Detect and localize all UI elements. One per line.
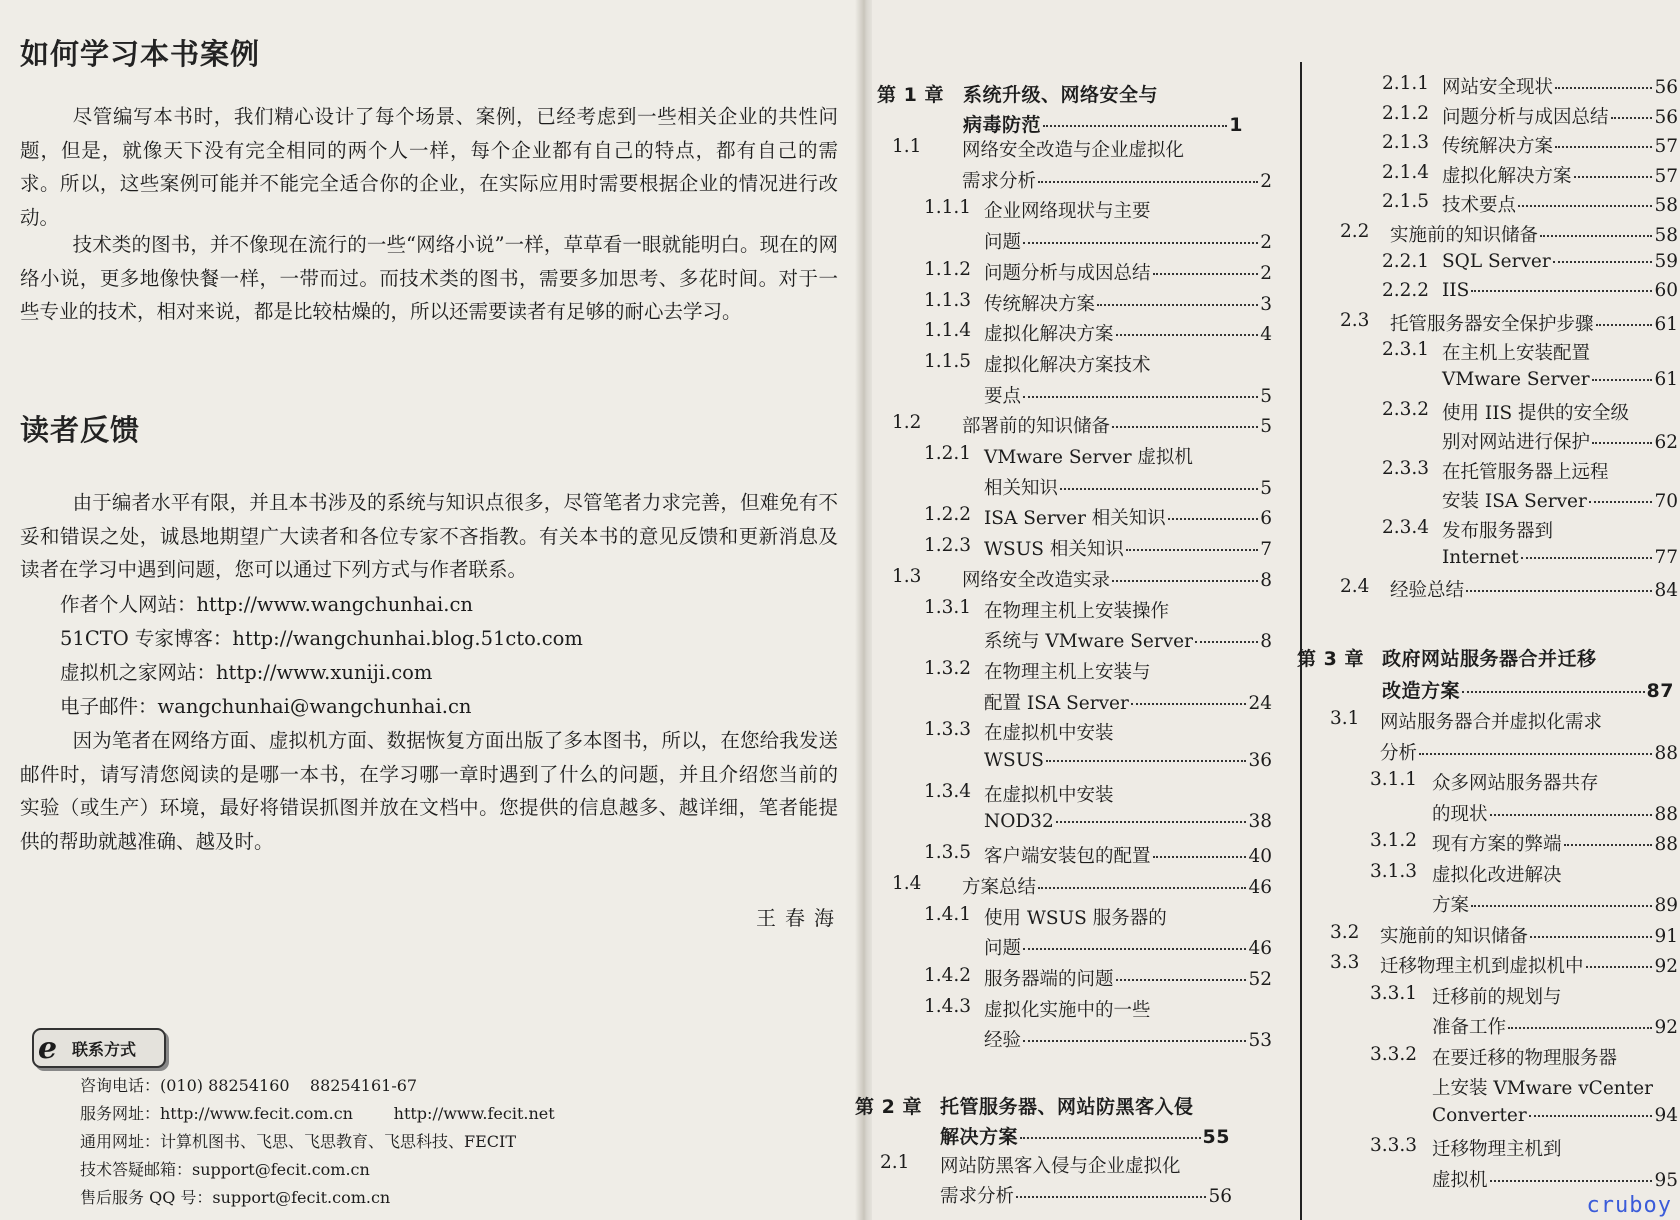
- toc-entry-number: 1.1.4: [924, 320, 972, 342]
- toc-entry-number: 3.1: [1330, 708, 1360, 729]
- toc-entry-number: 2.1.2: [1382, 102, 1430, 124]
- toc-entry-text: 发布服务器到: [1442, 521, 1554, 542]
- leader-dots: [1574, 176, 1653, 178]
- toc-entry-text: 分析: [1380, 742, 1418, 764]
- toc-entry-text: 实施前的知识储备: [1380, 925, 1529, 947]
- toc-entry: [1442, 132, 1678, 158]
- toc-entry-text: 问题分析与成因总结: [1442, 106, 1609, 128]
- toc-entry-text: 系统与 VMware Server: [984, 631, 1193, 653]
- toc-entry-text: 企业网络现状与主要: [984, 201, 1151, 223]
- toc-entry-text: 安装 ISA Server: [1442, 491, 1587, 513]
- toc-entry-text: 准备工作: [1432, 1017, 1507, 1038]
- toc-entry-number: 1.3.2: [924, 657, 972, 679]
- toc-entry-text: SQL Server: [1442, 250, 1551, 272]
- toc-entry: [984, 351, 1151, 377]
- leader-dots: [1553, 261, 1653, 263]
- leader-dots: [1046, 760, 1246, 762]
- toc-entry-text: 网站防黑客入侵与企业虚拟化: [940, 1156, 1181, 1177]
- toc-entry: [1432, 983, 1562, 1009]
- toc-entry: [984, 750, 1272, 771]
- toc-entry-text: 传统解决方案: [984, 293, 1096, 315]
- toc-chapter-2-title: 托管服务器、网站防黑客入侵: [940, 1096, 1194, 1118]
- toc-entry: [1442, 191, 1678, 217]
- toc-entry-number: 2.3.3: [1382, 457, 1430, 479]
- leader-dots: [1097, 304, 1258, 306]
- toc-entry-page: 38: [1248, 811, 1272, 833]
- toc-entry-number: 2.2.1: [1382, 250, 1430, 272]
- leader-dots: [1023, 1040, 1246, 1042]
- leader-dots: [1023, 242, 1258, 244]
- toc-entry: [984, 996, 1151, 1022]
- toc-entry: [984, 781, 1114, 807]
- toc-entry-number: 3.3: [1330, 952, 1360, 973]
- toc-entry-page: 5: [1260, 416, 1272, 438]
- toc-entry-text: 方案总结: [962, 876, 1037, 898]
- toc-entry-text: 方案: [1432, 895, 1470, 916]
- toc-entry: [1442, 399, 1629, 425]
- toc-entry-page: 94: [1654, 1104, 1678, 1126]
- toc-entry: [1442, 547, 1678, 568]
- toc-entry-text: 虚拟化改进解决: [1432, 864, 1562, 886]
- paragraph-feedback: 由于编者水平有限，并且本书涉及的系统与知识点很多，尽管笔者力求完善，但难免有不妥和错误之处，诚恳地期望广大读者和各位专家不吝指教。有关本书的意见反馈和更新消息及读者在学习中遇到问题，您可以通过下列方式与作者联系。: [20, 491, 838, 581]
- toc-entry-page: 56: [1208, 1186, 1232, 1207]
- toc-entry-text: 部署前的知识储备: [962, 416, 1111, 438]
- toc-entry-page: 91: [1654, 925, 1678, 947]
- toc-chapter-1-title: 系统升级、网络安全与: [963, 84, 1159, 106]
- leader-dots: [1471, 290, 1652, 292]
- toc-entry: [984, 689, 1272, 715]
- contact-badge-label: 联系方式: [72, 1040, 137, 1059]
- toc-entry-number: 1.4.3: [924, 995, 972, 1017]
- toc-entry-page: 56: [1654, 106, 1678, 128]
- toc-entry: [1432, 891, 1678, 917]
- toc-entry-page: 2: [1260, 232, 1272, 254]
- toc-entry-number: 1.2.2: [924, 504, 972, 526]
- toc-entry-page: 52: [1248, 968, 1272, 990]
- toc-entry-number: 2.4: [1340, 576, 1370, 598]
- toc-entry: [1432, 1013, 1678, 1039]
- toc-entry: [1380, 708, 1602, 734]
- toc-entry-number: 1.3: [892, 565, 922, 587]
- toc-entry-text: Converter: [1432, 1104, 1527, 1126]
- leader-dots: [1564, 844, 1653, 846]
- toc-entry-number: 2.3.4: [1382, 517, 1430, 538]
- toc-entry: [1380, 952, 1678, 978]
- toc-entry-text: IIS: [1442, 280, 1470, 302]
- toc-chapter-1-title-cont: 病毒防范 1: [963, 114, 1243, 136]
- toc-entry-number: 2.3: [1340, 309, 1370, 331]
- toc-entry: [984, 504, 1272, 530]
- toc-entry-text: 虚拟机: [1432, 1169, 1488, 1191]
- toc-entry: [1442, 487, 1678, 513]
- toc-entry-number: 3.2: [1330, 921, 1360, 943]
- leader-dots: [1611, 117, 1653, 119]
- toc-entry-text: 实施前的知识储备: [1390, 225, 1539, 246]
- toc-entry: [984, 290, 1272, 316]
- leader-dots: [1043, 125, 1227, 127]
- leader-dots: [1419, 753, 1652, 755]
- toc-entry-number: 2.1.5: [1382, 191, 1430, 213]
- toc-entry: [1442, 369, 1678, 390]
- toc-entry: [984, 228, 1272, 254]
- toc-entry-page: 58: [1654, 225, 1678, 246]
- toc-chapter-3-number: 第 3 章: [1297, 648, 1364, 670]
- toc-entry: [1442, 251, 1678, 272]
- toc-entry: [1432, 861, 1562, 887]
- toc-entry-number: 1.2.1: [924, 443, 972, 464]
- toc-entry-number: 1.1.3: [924, 289, 972, 311]
- leader-dots: [1023, 396, 1258, 398]
- toc-entry-text: 相关知识: [984, 477, 1059, 499]
- toc-entry: [1442, 103, 1678, 129]
- watermark: cruboy: [1586, 1193, 1672, 1218]
- leader-dots: [1168, 518, 1258, 520]
- toc-entry-text: 网站服务器合并虚拟化需求: [1380, 712, 1603, 733]
- toc-entry-text: 需求分析: [940, 1186, 1015, 1207]
- toc-entry-page: 6: [1260, 508, 1272, 530]
- toc-entry-number: 2.1.1: [1382, 73, 1430, 94]
- toc-entry: [984, 811, 1272, 832]
- toc-entry-number: 3.1.1: [1370, 769, 1418, 790]
- toc-entry-text: 托管服务器安全保护步骤: [1390, 313, 1594, 335]
- toc-entry-page: 62: [1654, 432, 1678, 454]
- toc-entry-number: 2.3.2: [1382, 398, 1430, 420]
- toc-entry-number: 1.2: [892, 412, 922, 434]
- leader-dots: [1112, 580, 1258, 582]
- toc-entry: [1432, 769, 1599, 795]
- toc-entry-text: 问题: [984, 232, 1022, 254]
- toc-entry-text: 技术要点: [1442, 195, 1517, 217]
- toc-entry-number: 1.3.1: [924, 596, 972, 618]
- author-email: 电子邮件：wangchunhai@wangchunhai.cn: [60, 695, 472, 718]
- toc-entry-text: 传统解决方案: [1442, 136, 1554, 158]
- toc-entry: [984, 1026, 1272, 1052]
- leader-dots: [1131, 703, 1247, 705]
- paragraph-2: 技术类的图书，并不像现在流行的一些“网络小说”一样，草草看一眼就能明白。现在的网络小说，更多地像快餐一样，一带而过。而技术类的图书，需要多加思考、多花时间。对于一些专业的技术，相对来说，都是比较枯燥的，所以还需要读者有足够的耐心去学习。: [20, 233, 838, 323]
- toc-entry-number: 1.2.3: [924, 535, 972, 557]
- toc-entry: [1432, 1044, 1617, 1070]
- toc-entry: [984, 535, 1272, 561]
- toc-entry-page: 5: [1260, 385, 1272, 407]
- toc-entry: [962, 873, 1272, 899]
- toc-entry: [984, 904, 1167, 930]
- toc-entry: [1380, 739, 1678, 765]
- toc-entry-text: 在托管服务器上远程: [1442, 461, 1609, 483]
- toc-entry-page: 92: [1654, 956, 1678, 977]
- toc-entry-page: 8: [1260, 631, 1272, 653]
- toc-entry: [984, 627, 1272, 653]
- toc-entry-number: 2.3.1: [1382, 339, 1430, 361]
- paragraph-closing: 因为笔者在网络方面、虚拟机方面、数据恢复方面出版了多本图书，所以，在您给我发送邮件时，请写清您阅读的是哪一本书，在学习哪一章时遇到了什么的问题，并且介绍您当前的实验（或生产）环境，最好将错误抓图并放在文档中。您提供的信息越多、越详细，笔者能提供的帮助就越准确、越及时。: [20, 729, 838, 853]
- toc-entry-text: 虚拟化实施中的一些: [984, 999, 1151, 1021]
- toc-entry: [984, 934, 1272, 960]
- toc-entry-page: 46: [1248, 876, 1272, 898]
- toc-entry-number: 2.1.3: [1382, 132, 1430, 154]
- toc-entry: [1442, 280, 1678, 301]
- toc-entry-text: 的现状: [1432, 803, 1488, 825]
- toc-entry: [940, 1182, 1232, 1208]
- toc-entry-number: 2.1.4: [1382, 161, 1430, 183]
- leader-dots: [1589, 501, 1653, 503]
- toc-entry-number: 3.1.3: [1370, 860, 1418, 882]
- toc-entry-number: 1.3.5: [924, 842, 972, 864]
- toc-entry-page: 92: [1654, 1017, 1678, 1038]
- leader-dots: [1020, 1137, 1201, 1139]
- toc-chapter-3-title-cont: 改造方案 87: [1382, 680, 1674, 702]
- toc-entry-text: 在主机上安装配置: [1442, 343, 1591, 365]
- section-title-feedback: 读者反馈: [20, 413, 141, 447]
- toc-entry-text: 众多网站服务器共存: [1432, 773, 1599, 794]
- toc-entry-page: 56: [1654, 77, 1678, 98]
- toc-entry-page: 58: [1654, 195, 1678, 217]
- toc-entry-number: 1.4.2: [924, 964, 972, 986]
- toc-entry-text: 需求分析: [962, 170, 1037, 192]
- toc-entry: [1390, 221, 1678, 247]
- toc-entry: [940, 1152, 1181, 1178]
- toc-entry-text: 配置 ISA Server: [984, 692, 1129, 714]
- leader-dots: [1530, 936, 1652, 938]
- contact-service-url: 服务网址：http://www.fecit.com.cn http://www.fecit.net: [80, 1104, 555, 1123]
- author-blog: 51CTO 专家博客：http://wangchunhai.blog.51cto.com: [60, 627, 583, 650]
- toc-entry-page: 7: [1260, 539, 1272, 561]
- leader-dots: [1116, 334, 1259, 336]
- toc-entry: [1432, 1105, 1678, 1126]
- toc-chapter-2-title-cont: 解决方案 55: [940, 1126, 1230, 1148]
- toc-entry-text: 网站安全现状: [1442, 77, 1554, 98]
- toc-entry-page: 2: [1260, 262, 1272, 284]
- toc-entry-number: 1.1.5: [924, 350, 972, 372]
- toc-entry-text: NOD32: [984, 811, 1054, 833]
- leader-dots: [1529, 1115, 1653, 1117]
- toc-entry-text: 使用 WSUS 服务器的: [984, 907, 1167, 929]
- toc-entry: [984, 382, 1272, 408]
- toc-entry: [1432, 1074, 1653, 1100]
- contact-qq: 售后服务 QQ 号：support@fecit.com.cn: [80, 1188, 391, 1207]
- contact-phone: 咨询电话：(010) 88254160 88254161-67: [80, 1076, 418, 1095]
- toc-entry-number: 2.2: [1340, 221, 1370, 242]
- toc-entry-number: 2.2.2: [1382, 280, 1430, 302]
- toc-entry-text: WSUS: [984, 750, 1044, 771]
- leader-dots: [1112, 426, 1258, 428]
- toc-entry-number: 2.1: [880, 1152, 910, 1173]
- leader-dots: [1518, 205, 1652, 207]
- toc-entry-text: 在虚拟机中安装: [984, 723, 1114, 745]
- leader-dots: [1126, 549, 1258, 551]
- toc-entry: [984, 259, 1272, 285]
- author-xuniji: 虚拟机之家网站：http://www.xuniji.com: [60, 661, 433, 684]
- toc-entry-page: 61: [1654, 313, 1678, 335]
- toc-entry: [1432, 1135, 1562, 1161]
- toc-entry: [1432, 1166, 1678, 1192]
- leader-dots: [1540, 235, 1652, 237]
- toc-entry-text: ISA Server 相关知识: [984, 508, 1166, 530]
- section-title-how-to-learn: 如何学习本书案例: [20, 37, 261, 71]
- toc-entry-page: 61: [1654, 369, 1678, 390]
- toc-entry-text: 虚拟化解决方案: [984, 324, 1114, 346]
- toc-entry-number: 3.3.3: [1370, 1135, 1418, 1156]
- toc-entry-page: 88: [1654, 742, 1678, 764]
- leader-dots: [1466, 590, 1652, 592]
- toc-entry: [1380, 922, 1678, 948]
- toc-entry-page: 88: [1654, 834, 1678, 855]
- toc-entry-page: 36: [1248, 750, 1272, 771]
- leader-dots: [1471, 905, 1652, 907]
- leader-dots: [1592, 442, 1652, 444]
- toc-entry-page: 4: [1260, 324, 1272, 346]
- toc-entry-page: 8: [1260, 569, 1272, 591]
- toc-entry-page: 77: [1654, 546, 1678, 568]
- toc-entry-number: 3.1.2: [1370, 830, 1418, 851]
- toc-entry-page: 53: [1248, 1030, 1272, 1052]
- toc-entry-text: 网络安全改造实录: [962, 569, 1111, 591]
- toc-entry: [962, 136, 1184, 162]
- toc-entry-page: 40: [1248, 846, 1272, 868]
- toc-chapter-3-title: 政府网站服务器合并迁移: [1382, 648, 1597, 670]
- paragraph-1: 尽管编写本书时，我们精心设计了每个场景、案例，已经考虑到一些相关企业的共性问题，但是，就像天下没有完全相同的两个人一样，每个企业都有自己的特点，都有自己的需求。所以，这些案例可能并不能完全适合你的企业，在实际应用时需要根据企业的情况进行改动。: [20, 105, 838, 229]
- leader-dots: [1521, 557, 1653, 559]
- toc-entry-text: 客户端安装包的配置: [984, 846, 1151, 868]
- toc-entry-page: 2: [1260, 170, 1272, 192]
- leader-dots: [1153, 856, 1247, 858]
- toc-entry-text: 迁移物理主机到: [1432, 1139, 1562, 1160]
- toc-entry: [984, 197, 1151, 223]
- leader-dots: [1038, 887, 1246, 889]
- leader-dots: [1060, 488, 1258, 490]
- e-logo-icon: e: [38, 1031, 58, 1066]
- leader-dots: [1490, 814, 1653, 816]
- toc-entry: [1442, 162, 1678, 188]
- contact-support-email: 技术答疑邮箱：support@fecit.com.cn: [80, 1160, 370, 1179]
- toc-entry-text: 迁移前的规划与: [1432, 986, 1562, 1008]
- toc-entry-page: 88: [1654, 803, 1678, 825]
- toc-entry-text: 网络安全改造与企业虚拟化: [962, 140, 1185, 161]
- toc-entry-page: 57: [1654, 165, 1678, 187]
- leader-dots: [1056, 821, 1247, 823]
- toc-entry: [962, 167, 1272, 193]
- toc-entry-number: 3.3.2: [1370, 1043, 1418, 1065]
- toc-entry-text: 经验: [984, 1030, 1022, 1052]
- toc-entry-text: 使用 IIS 提供的安全级: [1442, 402, 1630, 424]
- toc-entry: [984, 965, 1272, 991]
- toc-entry-page: 59: [1654, 250, 1678, 272]
- author-signature: 王春海: [756, 906, 843, 930]
- toc-entry: [962, 412, 1272, 438]
- leader-dots: [1555, 87, 1652, 89]
- toc-entry: [1442, 458, 1609, 484]
- toc-entry: [984, 474, 1272, 500]
- toc-entry-number: 3.3.1: [1370, 982, 1418, 1004]
- toc-entry-text: 经验总结: [1390, 580, 1465, 602]
- leader-dots: [1038, 181, 1258, 183]
- column-divider: [1300, 62, 1302, 1220]
- toc-entry-page: 46: [1248, 938, 1272, 960]
- toc-entry-number: 1.4.1: [924, 903, 972, 925]
- toc-entry: [1390, 310, 1678, 336]
- leader-dots: [1586, 966, 1653, 968]
- toc-entry: [1442, 428, 1678, 454]
- toc-entry-text: 上安装 VMware vCenter: [1432, 1078, 1653, 1099]
- leader-dots: [1116, 979, 1247, 981]
- toc-entry-text: 虚拟化解决方案: [1442, 165, 1572, 187]
- leader-dots: [1195, 641, 1258, 643]
- toc-entry-text: 虚拟化解决方案技术: [984, 354, 1151, 376]
- toc-entry-text: 问题: [984, 938, 1022, 960]
- toc-entry-page: 95: [1654, 1169, 1678, 1191]
- toc-entry-text: 别对网站进行保护: [1442, 432, 1591, 454]
- toc-chapter-2-number: 第 2 章: [855, 1096, 922, 1118]
- toc-entry-number: 1.1.2: [924, 258, 972, 280]
- toc-entry-page: 70: [1654, 491, 1678, 513]
- toc-entry: [1390, 576, 1678, 602]
- toc-entry: [1442, 517, 1553, 543]
- contact-general-url: 通用网址：计算机图书、飞思、飞思教育、飞思科技、FECIT: [80, 1132, 517, 1151]
- toc-entry: [984, 320, 1272, 346]
- toc-entry-text: VMware Server: [1442, 369, 1590, 390]
- toc-entry-page: 60: [1654, 280, 1678, 302]
- toc-entry: [1442, 339, 1590, 365]
- toc-entry: [984, 719, 1114, 745]
- toc-entry-text: 现有方案的弊端: [1432, 834, 1562, 855]
- leader-dots: [1592, 379, 1653, 381]
- toc-entry-text: 迁移物理主机到虚拟机中: [1380, 956, 1584, 977]
- toc-entry-text: 在要迁移的物理服务器: [1432, 1047, 1618, 1069]
- toc-entry-text: VMware Server 虚拟机: [984, 447, 1193, 468]
- leader-dots: [1555, 146, 1652, 148]
- leader-dots: [1016, 1196, 1206, 1198]
- toc-entry: [1442, 73, 1678, 99]
- leader-dots: [1462, 691, 1645, 693]
- toc-entry: [962, 566, 1272, 592]
- toc-entry: [984, 597, 1169, 623]
- toc-entry-page: 5: [1260, 477, 1272, 499]
- leader-dots: [1023, 948, 1246, 950]
- toc-entry-text: 服务器端的问题: [984, 968, 1114, 990]
- toc-entry-text: 在物理主机上安装操作: [984, 600, 1170, 622]
- toc-entry-page: 3: [1260, 293, 1272, 315]
- toc-chapter-1-number: 第 1 章: [877, 84, 944, 106]
- toc-entry: [1432, 830, 1678, 856]
- toc-entry-text: 要点: [984, 385, 1022, 407]
- author-website: 作者个人网站：http://www.wangchunhai.cn: [60, 593, 473, 616]
- toc-entry-text: 在虚拟机中安装: [984, 784, 1114, 806]
- toc-entry-number: 1.3.4: [924, 780, 972, 802]
- toc-entry: [1432, 800, 1678, 826]
- toc-entry-page: 84: [1654, 580, 1678, 602]
- toc-entry: [984, 443, 1193, 469]
- toc-entry-page: 89: [1654, 895, 1678, 916]
- leader-dots: [1490, 1180, 1653, 1182]
- leader-dots: [1508, 1027, 1652, 1029]
- toc-entry-page: 57: [1654, 136, 1678, 158]
- toc-entry-number: 1.4: [892, 872, 922, 894]
- leader-dots: [1153, 273, 1259, 275]
- toc-entry: [984, 842, 1272, 868]
- toc-entry: [984, 658, 1151, 684]
- toc-entry-number: 1.1: [892, 136, 922, 157]
- toc-entry-text: 问题分析与成因总结: [984, 262, 1151, 284]
- toc-entry-text: Internet: [1442, 546, 1519, 568]
- toc-entry-page: 24: [1248, 692, 1272, 714]
- toc-entry-number: 1.1.1: [924, 197, 972, 219]
- toc-entry-number: 1.3.3: [924, 719, 972, 741]
- leader-dots: [1596, 324, 1653, 326]
- toc-entry-text: 在物理主机上安装与: [984, 661, 1151, 683]
- contact-badge: [32, 1028, 166, 1068]
- toc-entry-text: WSUS 相关知识: [984, 539, 1124, 561]
